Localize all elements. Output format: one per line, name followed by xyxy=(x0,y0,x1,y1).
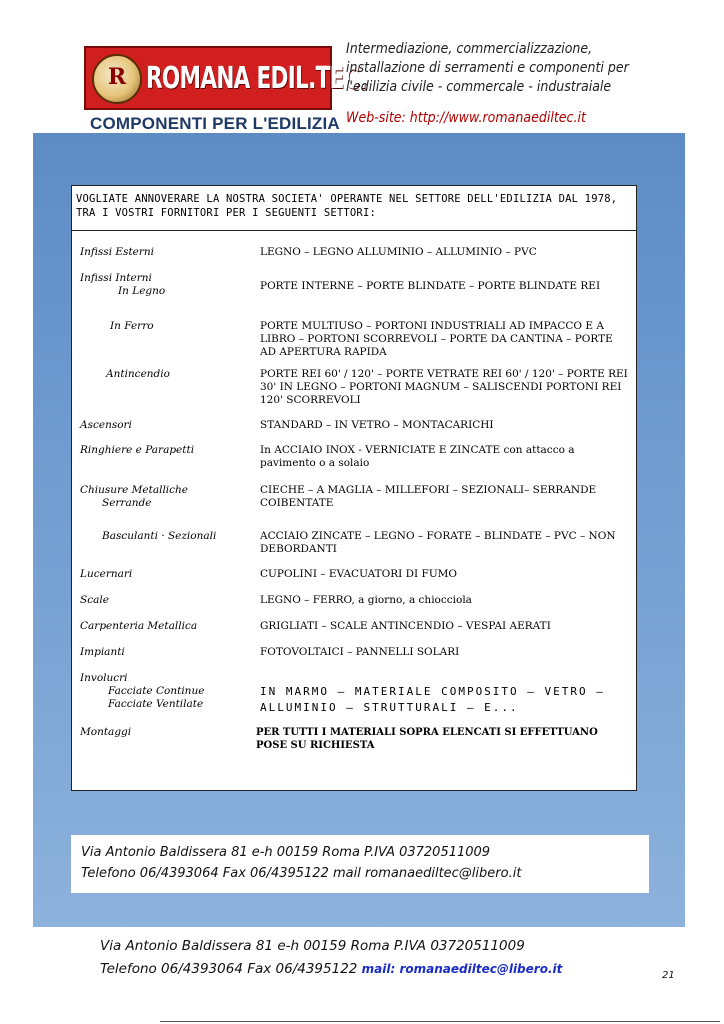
row-products: ACCIAIO ZINCATE – LEGNO – FORATE – BLINDATE – PVC – NON DEBORDANTI xyxy=(260,530,616,555)
category-label: Scale xyxy=(80,594,109,606)
category-sublabel: Serrande xyxy=(102,497,152,509)
intro-divider xyxy=(72,230,636,231)
category-label: Ringhiere e Parapetti xyxy=(80,444,195,456)
bottom-divider xyxy=(160,1021,720,1022)
row-products: CIECHE – A MAGLIA – MILLEFORI – SEZIONALI– SERRANDE COIBENTATE xyxy=(260,484,597,509)
row-category xyxy=(80,672,250,711)
footer-mail-link[interactable]: mail: romanaediltec@libero.it xyxy=(361,962,563,976)
logo-emblem-letter: R xyxy=(107,64,127,90)
logo-subtitle: COMPONENTI PER L'EDILIZIA xyxy=(90,114,340,133)
row-products: PORTE MULTIUSO – PORTONI INDUSTRIALI AD IMPACCO E A LIBRO – PORTONI SCORREVOLI – PORTE DA CANTINA – PORTE AD APERTURA RAPIDA xyxy=(260,320,613,358)
row-products: FOTOVOLTAICI – PANNELLI SOLARI xyxy=(260,646,460,658)
website-link[interactable]: Web-site: http://www.romanaediltec.it xyxy=(346,110,586,126)
row-category xyxy=(80,594,250,607)
page-number: 21 xyxy=(662,970,675,981)
category-label: Infissi Interni xyxy=(80,272,152,284)
intro-text: VOGLIATE ANNOVERARE LA NOSTRA SOCIETA' OPERANTE NEL SETTORE DELL'EDILIZIA DAL 1978, TRA I VOSTRI FORNITORI PER I SEGUENTI SETTORI: xyxy=(76,193,618,219)
row-category xyxy=(80,530,272,543)
row-category xyxy=(80,568,250,581)
tagline-line: Intermediazione, commercializzazione, xyxy=(346,41,593,57)
row-category xyxy=(80,620,250,633)
row-category xyxy=(80,419,250,432)
category-label: Chiusure Metalliche xyxy=(80,484,189,496)
footer-phone-fax: Telefono 06/4393064 Fax 06/4395122 xyxy=(100,961,358,977)
content-panel xyxy=(33,133,685,927)
row-products: LEGNO – LEGNO ALLUMINIO – ALLUMINIO – PVC xyxy=(260,246,537,258)
category-label: Ascensori xyxy=(80,419,132,431)
row-products: PORTE REI 60' / 120' – PORTE VETRATE REI 60' / 120' – PORTE REI 30' IN LEGNO – PORTONI MAGNUM – SALISCENDI PORTONI REI 120' SCORREVOLI xyxy=(260,368,628,406)
category-sublabel: Facciate Continue xyxy=(108,685,205,697)
row-category xyxy=(80,484,250,510)
row-category xyxy=(80,246,250,259)
category-sublabel: Facciate Ventilate xyxy=(108,698,204,710)
row-products: In ACCIAIO INOX - VERNICIATE E ZINCATE con attacco a pavimento o a solaio xyxy=(260,444,575,469)
row-products: STANDARD – IN VETRO – MONTACARICHI xyxy=(260,419,494,431)
category-label: Basculanti · Sezionali xyxy=(102,530,217,542)
row-category xyxy=(80,320,280,333)
row-category xyxy=(80,272,250,298)
logo-company-name: ROMANA EDIL.TEC. xyxy=(146,61,367,96)
category-sublabel: In Legno xyxy=(118,285,166,297)
row-products: PER TUTTI I MATERIALI SOPRA ELENCATI SI EFFETTUANO POSE SU RICHIESTA xyxy=(256,727,598,751)
row-category xyxy=(80,444,250,457)
footer-address: Via Antonio Baldissera 81 e-h 00159 Roma P.IVA 03720511009 xyxy=(100,938,525,954)
footer-contacts xyxy=(100,961,660,977)
row-products: GRIGLIATI – SCALE ANTINCENDIO – VESPAI AERATI xyxy=(260,620,551,632)
category-label: Montaggi xyxy=(80,726,132,738)
row-products: LEGNO – FERRO, a giorno, a chiocciola xyxy=(260,594,472,606)
row-products: PORTE INTERNE – PORTE BLINDATE – PORTE BLINDATE REI xyxy=(260,280,601,292)
tagline-line: installazione di serramenti e componenti per xyxy=(346,60,629,76)
logo-emblem-icon xyxy=(92,54,142,104)
row-category xyxy=(80,368,276,381)
row-products: IN MARMO – MATERIALE COMPOSITO – VETRO – ALLUMINIO – STRUTTURALI – E... xyxy=(260,685,605,714)
row-category xyxy=(80,646,250,659)
company-tagline xyxy=(346,40,646,97)
category-label: In Ferro xyxy=(110,320,154,332)
row-category xyxy=(80,726,250,739)
category-label: Infissi Esterni xyxy=(80,246,155,258)
category-label: Carpenteria Metallica xyxy=(80,620,198,632)
contact-box xyxy=(71,835,649,893)
sectors-table xyxy=(71,185,637,791)
row-products: CUPOLINI – EVACUATORI DI FUMO xyxy=(260,568,458,580)
category-label: Antincendio xyxy=(106,368,170,380)
category-label: Involucri xyxy=(80,672,128,684)
contact-address: Via Antonio Baldissera 81 e-h 00159 Roma P.IVA 03720511009 xyxy=(81,845,491,860)
category-label: Impianti xyxy=(80,646,125,658)
contact-phone-mail: Telefono 06/4393064 Fax 06/4395122 mail romanaediltec@libero.it xyxy=(81,866,522,881)
header xyxy=(84,40,644,140)
tagline-line: l'edilizia civile - commercale - industraiale xyxy=(346,79,612,95)
company-logo xyxy=(84,46,367,110)
category-label: Lucernari xyxy=(80,568,133,580)
